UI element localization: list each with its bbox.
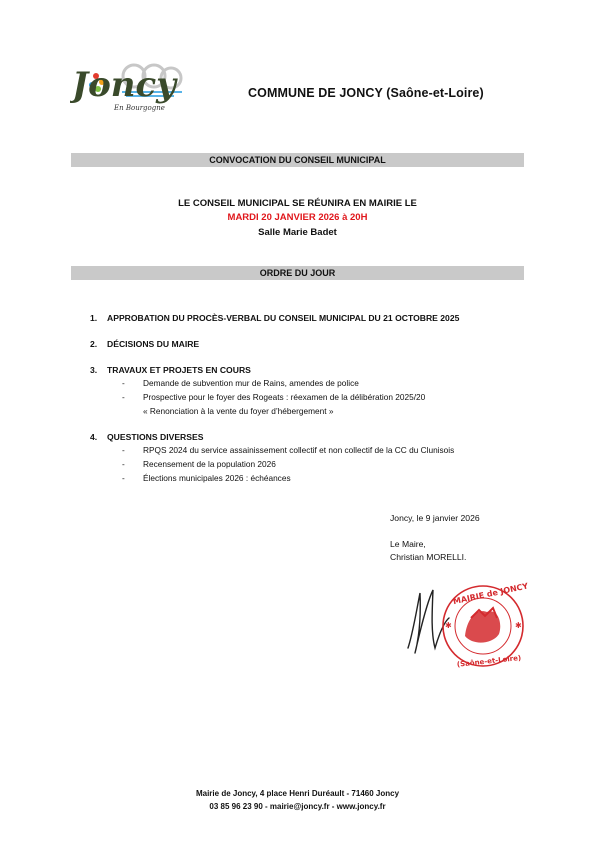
signer-role: Le Maire, bbox=[390, 539, 426, 549]
signer-name: Christian MORELLI. bbox=[390, 552, 467, 562]
sub-item-text: Élections municipales 2026 : échéances bbox=[143, 473, 291, 483]
dash: - bbox=[122, 473, 125, 483]
meeting-date: MARDI 20 JANVIER 2026 à 20H bbox=[227, 212, 368, 223]
sub-item bbox=[122, 376, 425, 390]
stamp-top-text: MAIRIE de JONCY bbox=[452, 581, 529, 607]
item-title: QUESTIONS DIVERSES bbox=[107, 432, 204, 442]
item3-sublist bbox=[122, 376, 425, 418]
sub-item-text: « Renonciation à la vente du foyer d’hébergement » bbox=[143, 406, 334, 416]
stamp-star-icon: ✱ bbox=[445, 621, 452, 630]
item-number: 3. bbox=[90, 365, 98, 375]
stamp-star-icon: ✱ bbox=[515, 621, 522, 630]
agenda-item bbox=[90, 365, 251, 375]
footer-address: Mairie de Joncy, 4 place Henri Duréault - 71460 Joncy bbox=[195, 789, 400, 798]
logo-wordmark: Joncy bbox=[72, 65, 176, 105]
sub-item-text: RPQS 2024 du service assainissement collectif et non collectif de la CC du Clunisois bbox=[143, 445, 455, 455]
joncy-logo bbox=[70, 58, 188, 114]
item-title: APPROBATION DU PROCÈS-VERBAL DU CONSEIL MUNICIPAL DU 21 OCTOBRE 2025 bbox=[107, 313, 460, 323]
sub-item bbox=[122, 443, 454, 457]
sub-item-text: Prospective pour le foyer des Rogeats : réexamen de la délibération 2025/20 bbox=[143, 392, 426, 402]
item4-sublist bbox=[122, 443, 454, 485]
dash: - bbox=[122, 392, 125, 402]
dash: - bbox=[122, 378, 125, 388]
item-title: DÉCISIONS DU MAIRE bbox=[107, 339, 200, 349]
sub-item bbox=[122, 457, 454, 471]
item-number: 4. bbox=[90, 432, 98, 442]
agenda-band: ORDRE DU JOUR bbox=[71, 266, 524, 280]
dash: - bbox=[122, 459, 125, 469]
footer-contact: 03 85 96 23 90 - mairie@joncy.fr - www.joncy.fr bbox=[209, 802, 386, 811]
mairie-stamp bbox=[405, 578, 530, 668]
stamp-bottom-text: (Saône-et-Loire) bbox=[456, 654, 522, 668]
item-title: TRAVAUX ET PROJETS EN COURS bbox=[107, 365, 251, 375]
sub-item-text: Recensement de la population 2026 bbox=[143, 459, 276, 469]
commune-title: COMMUNE DE JONCY (Saône-et-Loire) bbox=[248, 86, 484, 100]
convocation-band: CONVOCATION DU CONSEIL MUNICIPAL bbox=[71, 153, 524, 167]
place-date: Joncy, le 9 janvier 2026 bbox=[390, 513, 480, 523]
sub-item bbox=[122, 471, 454, 485]
agenda-item bbox=[90, 313, 459, 323]
agenda-item bbox=[90, 432, 203, 442]
meeting-room: Salle Marie Badet bbox=[258, 227, 337, 238]
sub-item bbox=[122, 390, 425, 404]
item-number: 2. bbox=[90, 339, 98, 349]
logo-tagline: En Bourgogne bbox=[114, 104, 165, 112]
dash: - bbox=[122, 445, 125, 455]
agenda-item bbox=[90, 339, 199, 349]
sub-item-text: Demande de subvention mur de Rains, amendes de police bbox=[143, 378, 359, 388]
meeting-announcement: LE CONSEIL MUNICIPAL SE RÉUNIRA EN MAIRIE LE bbox=[178, 198, 417, 209]
sub-item bbox=[122, 404, 425, 418]
item-number: 1. bbox=[90, 313, 98, 323]
